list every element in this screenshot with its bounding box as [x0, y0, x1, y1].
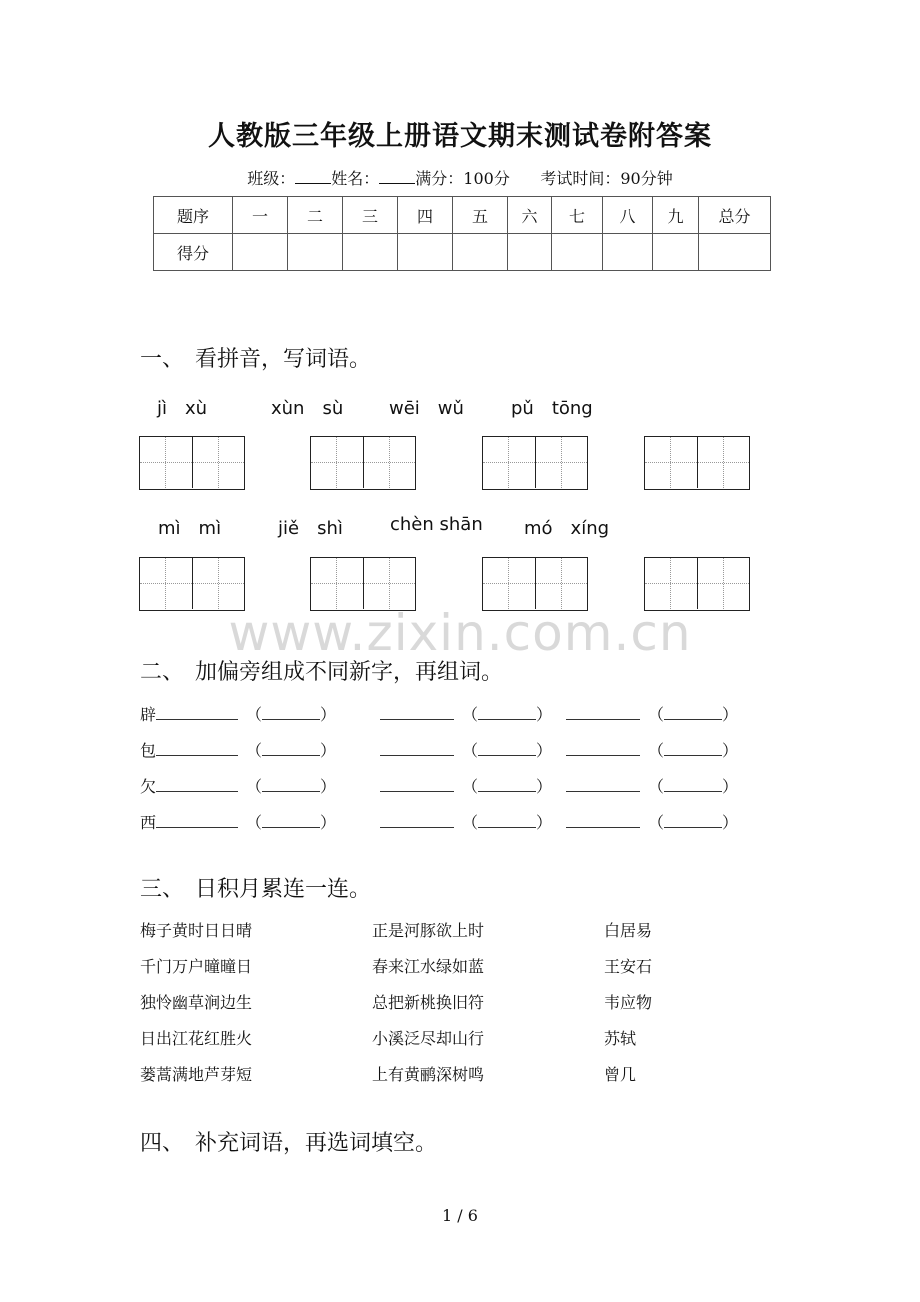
page-title: 人教版三年级上册语文期末测试卷附答案 [208, 121, 712, 152]
word-blank[interactable] [478, 741, 536, 756]
poem-line[interactable]: 春来江水绿如蓝 [372, 957, 485, 976]
word-blank[interactable] [664, 813, 722, 828]
word-blank[interactable] [262, 705, 320, 720]
header-cell: 总分 [699, 197, 771, 234]
header-cell: 九 [653, 197, 699, 234]
radical-row: （ ） [380, 774, 552, 797]
poet-name[interactable]: 曾几 [604, 1065, 637, 1084]
poet-name[interactable]: 白居易 [604, 921, 653, 940]
new-char-blank[interactable] [156, 741, 238, 756]
radical-row: （ ） [380, 810, 552, 833]
poet-name[interactable]: 王安石 [604, 957, 653, 976]
base-char: 辟 [140, 705, 157, 724]
base-char: 包 [140, 741, 157, 760]
radical-row: （ ） [566, 774, 738, 797]
new-char-blank[interactable] [380, 813, 454, 828]
word-blank[interactable] [664, 741, 722, 756]
new-char-blank[interactable] [380, 741, 454, 756]
word-blank[interactable] [262, 741, 320, 756]
score-cell[interactable] [343, 234, 398, 271]
header-cell: 三 [343, 197, 398, 234]
header-cell: 题序 [154, 197, 233, 234]
poem-line[interactable]: 上有黄鹂深树鸣 [372, 1065, 485, 1084]
word-blank[interactable] [664, 705, 722, 720]
section2-heading: 二、 加偏旁组成不同新字，再组词。 [140, 660, 504, 685]
word-blank[interactable] [262, 777, 320, 792]
score-table-header-row [154, 197, 771, 234]
exam-time: 考试时间：90分钟 [540, 169, 673, 188]
poet-name[interactable]: 韦应物 [604, 993, 653, 1012]
writing-grid[interactable] [310, 436, 416, 490]
new-char-blank[interactable] [380, 705, 454, 720]
word-blank[interactable] [664, 777, 722, 792]
word-blank[interactable] [478, 705, 536, 720]
header-cell: 一 [233, 197, 288, 234]
class-blank[interactable] [295, 169, 331, 184]
radical-row: （ ） [566, 738, 738, 761]
radical-row: （ ） [380, 738, 552, 761]
poem-line[interactable]: 千门万户曈曈日 [140, 957, 253, 976]
pinyin-label: pǔ tōng [511, 398, 593, 419]
full-score: 满分：100分 [415, 169, 510, 188]
score-cell[interactable] [288, 234, 343, 271]
poem-line[interactable]: 总把新桃换旧符 [372, 993, 485, 1012]
radical-row: 欠 （ ） [140, 777, 337, 796]
score-table-score-row [154, 234, 771, 271]
pinyin-label: jiě shì [278, 518, 343, 539]
poem-line[interactable]: 蒌蒿满地芦芽短 [140, 1065, 253, 1084]
new-char-blank[interactable] [566, 705, 640, 720]
header-cell: 六 [508, 197, 552, 234]
page-number: 1 / 6 [442, 1206, 478, 1225]
score-cell[interactable] [508, 234, 552, 271]
header-cell: 八 [603, 197, 653, 234]
pinyin-label: mó xíng [524, 518, 610, 539]
row-label-cell: 得分 [154, 234, 233, 271]
radical-row: 辟 （ ） [140, 705, 337, 724]
radical-row: （ ） [566, 702, 738, 725]
writing-grid[interactable] [310, 557, 416, 611]
pinyin-label: wēi wǔ [389, 398, 464, 419]
pinyin-label: mì mì [158, 518, 222, 539]
pinyin-label: chèn shān [390, 514, 483, 535]
score-cell[interactable] [653, 234, 699, 271]
score-table [153, 196, 771, 271]
pinyin-label: xùn sù [271, 398, 344, 419]
score-cell[interactable] [552, 234, 603, 271]
radical-row: （ ） [380, 702, 552, 725]
word-blank[interactable] [262, 813, 320, 828]
radical-row: （ ） [566, 810, 738, 833]
score-cell[interactable] [398, 234, 453, 271]
poem-line[interactable]: 梅子黄时日日晴 [140, 921, 253, 940]
writing-grid[interactable] [482, 436, 588, 490]
new-char-blank[interactable] [156, 813, 238, 828]
score-cell[interactable] [453, 234, 508, 271]
writing-grid[interactable] [139, 436, 245, 490]
new-char-blank[interactable] [566, 741, 640, 756]
header-cell: 二 [288, 197, 343, 234]
writing-grid[interactable] [139, 557, 245, 611]
writing-grid[interactable] [644, 557, 750, 611]
score-cell[interactable] [699, 234, 771, 271]
base-char: 欠 [140, 777, 157, 796]
poet-name[interactable]: 苏轼 [604, 1029, 637, 1048]
name-blank[interactable] [379, 169, 415, 184]
radical-row: 西 （ ） [140, 813, 337, 832]
new-char-blank[interactable] [566, 777, 640, 792]
word-blank[interactable] [478, 813, 536, 828]
poem-line[interactable]: 正是河豚欲上时 [372, 921, 485, 940]
writing-grid[interactable] [644, 436, 750, 490]
new-char-blank[interactable] [156, 705, 238, 720]
name-label: 姓名： [331, 169, 380, 188]
base-char: 西 [140, 813, 157, 832]
new-char-blank[interactable] [156, 777, 238, 792]
header-cell: 四 [398, 197, 453, 234]
section3-heading: 三、 日积月累连一连。 [140, 877, 372, 902]
score-cell[interactable] [233, 234, 288, 271]
new-char-blank[interactable] [380, 777, 454, 792]
word-blank[interactable] [478, 777, 536, 792]
score-cell[interactable] [603, 234, 653, 271]
section1-heading: 一、 看拼音，写词语。 [140, 347, 372, 372]
poem-line[interactable]: 独怜幽草涧边生 [140, 993, 253, 1012]
poem-line[interactable]: 小溪泛尽却山行 [372, 1029, 485, 1048]
watermark: www.zixin.com.cn [228, 604, 692, 662]
header-cell: 五 [453, 197, 508, 234]
radical-row: 包 （ ） [140, 741, 337, 760]
writing-grid[interactable] [482, 557, 588, 611]
header-cell: 七 [552, 197, 603, 234]
exam-info [0, 166, 920, 189]
section4-heading: 四、 补充词语，再选词填空。 [140, 1131, 438, 1156]
poem-line[interactable]: 日出江花红胜火 [140, 1029, 253, 1048]
pinyin-label: jì xù [157, 398, 208, 419]
new-char-blank[interactable] [566, 813, 640, 828]
class-label: 班级： [247, 169, 296, 188]
